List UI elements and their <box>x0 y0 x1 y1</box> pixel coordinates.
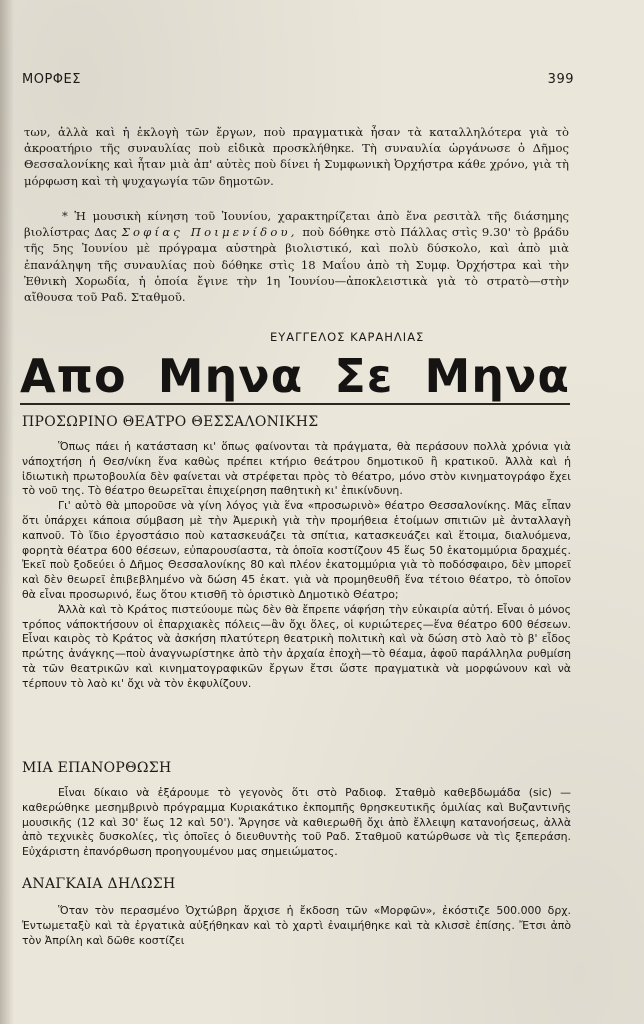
theatre-paragraph-1: Ὅπως πάει ἡ κατάσταση κι' ὅπως φαίνονται τὰ πράγματα, θὰ περάσουν πολλὰ χρόνια γιὰ νάποχτήση ἡ Θεσ/νίκη ἕνα καθὼς πρέπει κτήριο θεάτρου δημοτικοῦ ἢ κρατικοῦ. Ἀλλὰ καὶ ἡ ἰδιωτικὴ πρωτοβουλία δὲν φαίνεται νὰ στρέφεται πρὸς τὸ θέατρο, μόνο στὸν κινηματογράφο ἔχει τὸ νοῦ της. Τὸ θέατρο θεωρεῖται ἐπιχείρηση παθητικὴ κι' ἐπικίνδυνη. <box>22 440 571 498</box>
column-title-word-2: Μηνα <box>157 349 304 403</box>
title-underline <box>20 403 570 405</box>
column-title-word-3: Σε <box>334 349 394 403</box>
section-body-correction <box>22 786 571 860</box>
intro-text-block <box>24 124 569 189</box>
theatre-paragraph-2: Γι' αὐτὸ θὰ μποροῦσε νὰ γίνη λόγος γιὰ ἕνα «προσωρινὸ» θέατρο Θεσσαλονίκης. Μᾶς εἶπαν ὅτι ὑπάρχει κάποια σύμβαση μὲ τὴν Ἀμερικὴ γιὰ τὴν προμήθεια ἑτοίμων σπιτιῶν μὲ ἀνταλλαγὴ καπνοῦ. Τὸ ἴδιο ἐργοστάσιο ποὺ κατασκευάζει τὰ σπίτια, κατασκευάζει καὶ ἕτοιμα, διαλυόμενα, φορητὰ θέατρα 600 θέσεων, εὐπαρουσίαστα, τὰ ὁποῖα κοστίζουν 45 ἕως 50 ἑκατομμύρια δραχμές. Ἐκεῖ ποὺ ξοδεύει ὁ Δῆμος Θεσσαλονίκης 80 καὶ πλέον ἑκατομμύρια γιὰ τὸ ποδόσφαιρο, δὲν μπορεῖ καὶ δὲν θεωρεῖ ἐπιβεβλημένο νὰ δώση 45 ἑκατ. γιὰ νὰ προμηθευθῆ ἕνα τέτοιο θέατρο, τὸ ὁποῖον θὰ εἶναι προσωρινό, ἕως ὅτου κτισθῆ τὸ ὁριστικὸ Δημοτικὸ Θέατρο; <box>22 499 571 601</box>
theatre-paragraph-3: Ἀλλὰ καὶ τὸ Κράτος πιστεύουμε πὼς δὲν θὰ ἔπρεπε νάφήση τὴν εὐκαιρία αὐτή. Εἶναι ὁ μόνος τρόπος νάποκτήσουν οἱ ἐπαρχιακὲς πόλεις—ἂν ὄχι ὅλες, οἱ κυριώτερες—ἕνα θέατρο 600 θέσεων. Εἶναι καιρὸς τὸ Κράτος νὰ ἀσκήση πλατύτερη θεατρικὴ πολιτικὴ καὶ νὰ δώση στὸ λαὸ τὸ β' εἶδος πρώτης ἀνάγκης—ποὺ ἀναγνωρίστηκε ἀπὸ τὴν ἀρχαία ἐποχὴ—τὸ θέαμα, ἀφοῦ παράλληλα ρυθμίση τὰ τῶν θεατρικῶν καὶ κινηματογραφικῶν ἔργων ἔτσι ὥστε πραγματικὰ νὰ μορφώνουν καὶ νὰ τέρπουν τὸ λαὸ κι' ὄχι νὰ τὸν ἐκφυλίζουν. <box>22 602 571 690</box>
page-spine-shadow <box>0 0 14 1024</box>
author-byline: ΕΥΑΓΓΕΛΟΣ ΚΑΡΑΗΛΙΑΣ <box>270 330 425 344</box>
column-title-word-4: Μηνα <box>424 349 570 403</box>
journal-name: ΜΟΡΦΕΣ <box>22 72 81 87</box>
intro-paragraph-2-start: * Ἡ μουσικὴ κίνηση τοῦ Ἰουνίου, χαρακτηρίζεται ἀπὸ ἕνα ρεσιτὰλ τῆς διάσημης βιολίστρας Δας <box>24 209 569 240</box>
column-title-word-1: Απο <box>20 349 127 403</box>
section-heading-correction: ΜΙΑ ΕΠΑΝΟΡΘΩΣΗ <box>22 760 172 776</box>
intro-paragraph-2-end: ποὺ δόθηκε στὸ Πάλλας στὶς 9.30' τὸ βράδυ τῆς 5ης Ἰουνίου μὲ πρόγραμα αὐστηρὰ βιολιστικό, καὶ πολὺ δύσκολο, καὶ ἀπὸ μιὰ ἐπανάληψη τῆς συναυλίας ποὺ δόθηκε στὶς 18 Μαΐου ἀπὸ τὴ Συμφ. Ὀρχήστρα καὶ τὴν Ἐθνικὴ Χορωδία, ἡ ὁποία ἔγινε τὴν 1η Ἰουνίου—ἀποκλειστικὰ γιὰ τὸ στρατὸ—στὴν αἴθουσα τοῦ Ραδ. Σταθμοῦ. <box>24 225 569 305</box>
section-heading-theatre: ΠΡΟΣΩΡΙΝΟ ΘΕΑΤΡΟ ΘΕΣΣΑΛΟΝΙΚΗΣ <box>22 414 319 430</box>
column-title <box>20 350 570 402</box>
violinist-name: Σοφίας Ποιμενίδου, <box>121 225 298 240</box>
section-body-declaration <box>22 904 571 948</box>
intro-paragraph-1: των, ἀλλὰ καὶ ἡ ἐκλογὴ τῶν ἔργων, ποὺ πραγματικὰ ἦσαν τὰ καταλληλότερα γιὰ τὸ ἀκροατήριο τῆς συναυλίας ποὺ εἰδικὰ προσκλήθηκε. Τὴ συναυλία ὠργάνωσε ὁ Δῆμος Θεσσαλονίκης καὶ ἦταν μιὰ ἀπ' αὐτὲς ποὺ δίνει ἡ Συμφωνικὴ Ὀρχήστρα κάθε χρόνο, γιὰ τὴ μόρφωση καὶ τὴ ψυχαγωγία τῶν δημοτῶν. <box>24 125 569 188</box>
declaration-paragraph-1: Ὅταν τὸν περασμένο Ὀχτώβρη ἄρχισε ἡ ἔκδοση τῶν «Μορφῶν», ἐκόστιζε 500.000 δρχ. Ἐντωμεταξὺ καὶ τὰ ἐργατικὰ αὐξήθηκαν καὶ τὸ χαρτὶ ἐναιμήθηκε καὶ τὰ κλισσὲ ἐπίσης. Ἔτσι ἀπὸ τὸν Ἀπρίλη καὶ δῶθε κοστίζει <box>22 904 571 947</box>
section-heading-declaration: ΑΝΑΓΚΑΙΑ ΔΗΛΩΣΗ <box>22 876 176 892</box>
running-head <box>22 72 574 87</box>
section-body-theatre <box>22 440 571 692</box>
music-paragraph-block <box>24 208 569 305</box>
intro-paragraph-2 <box>24 208 569 305</box>
page-number: 399 <box>547 72 574 87</box>
correction-paragraph-1: Εἶναι δίκαιο νὰ ἐξάρουμε τὸ γεγονὸς ὅτι στὸ Ραδιοφ. Σταθμὸ καθεβδωμάδα (sic) — καθερώθηκε μεσημβρινὸ πρόγραμμα Κυριακάτικο ἐκπομπῆς θρησκευτικῆς ὁμιλίας καὶ Βυζαντινῆς μουσικῆς (12 καὶ 30' ἕως 12 καὶ 50'). Ἄργησε νὰ καθιερωθῆ ὄχι ἀπὸ ἔλλειψη κατανοήσεως, ἀλλὰ ἀπὸ τεχνικὲς δυσκολίες, τὶς ὁποῖες ὁ διευθυντὴς τοῦ Ραδ. Σταθμοῦ κατώρθωσε νὰ τὶς ξεπεράση. Εὐχάριστη ἐπανόρθωση προηγουμένου μας σημειώματος. <box>22 786 571 859</box>
